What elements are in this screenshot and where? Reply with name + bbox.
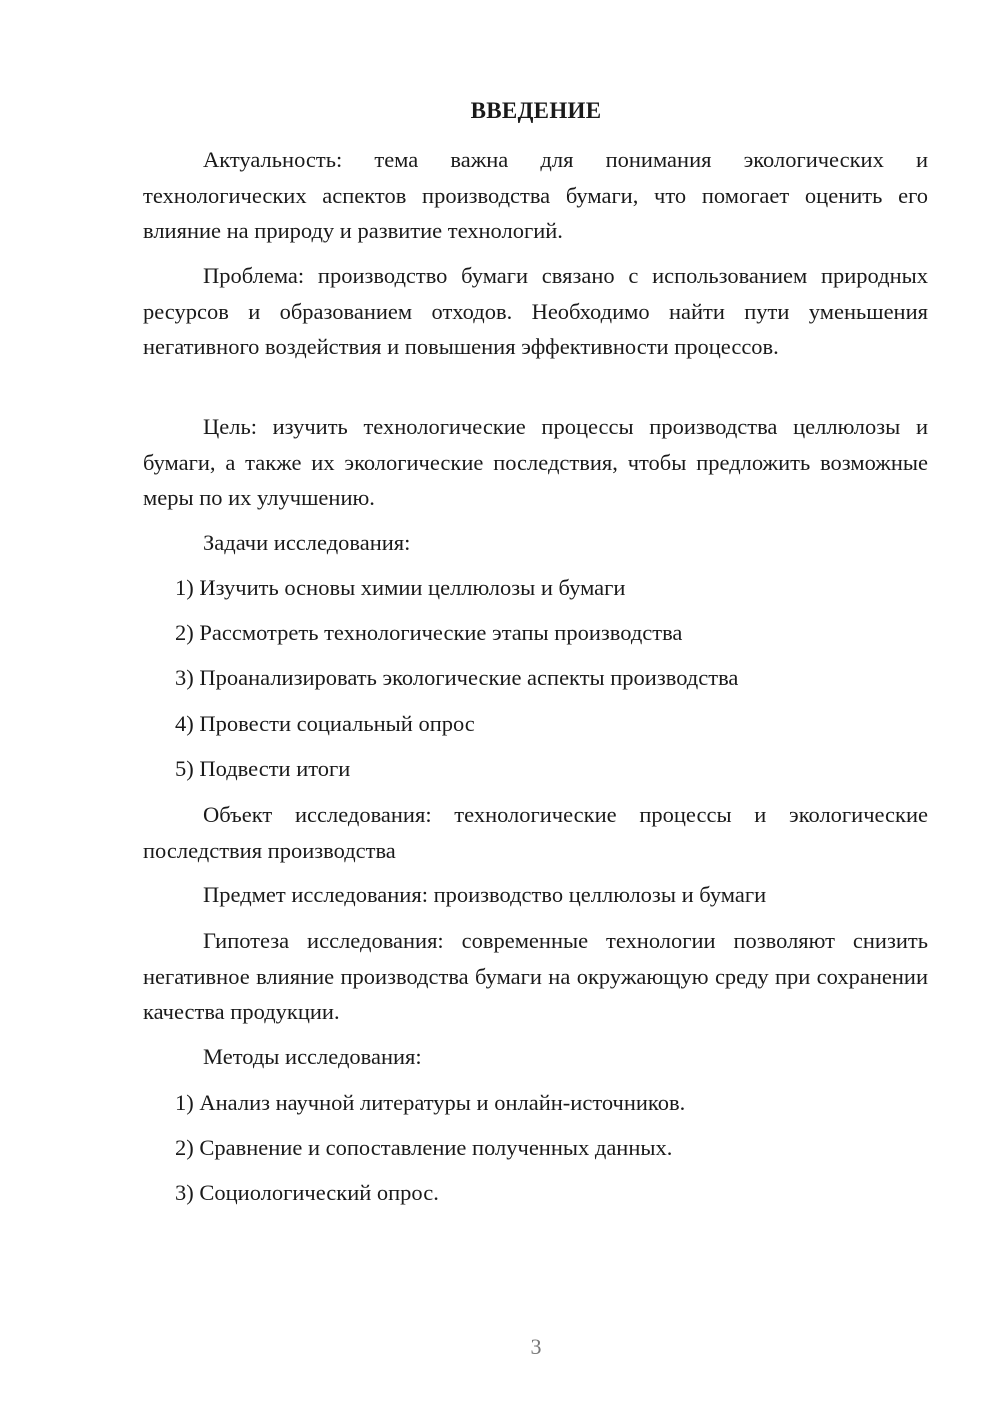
paragraph-hypothesis: Гипотеза исследования: современные технологии позволяют снизить негативное влияние производства бумаги на окружающую среду при сохранении качества продукции.	[143, 928, 928, 1024]
task-item-5: 5) Подвести итоги	[175, 756, 351, 781]
paragraph-goal: Цель: изучить технологические процессы производства целлюлозы и бумаги, а также их экологические последствия, чтобы предложить возможные меры по их улучшению.	[143, 414, 928, 510]
paragraph-problem: Проблема: производство бумаги связано с использованием природных ресурсов и образованием отходов. Необходимо найти пути уменьшения негативного воздействия и повышения эффективности процессов.	[143, 263, 928, 359]
task-item-2: 2) Рассмотреть технологические этапы производства	[175, 620, 683, 645]
section-heading: ВВЕДЕНИЕ	[470, 98, 602, 123]
tasks-intro: Задачи исследования:	[203, 530, 411, 555]
task-item-4: 4) Провести социальный опрос	[175, 711, 475, 736]
paragraph-subject: Предмет исследования: производство целлюлозы и бумаги	[203, 882, 767, 907]
task-item-1: 1) Изучить основы химии целлюлозы и бумаги	[175, 575, 626, 600]
page-number: 3	[530, 1334, 542, 1359]
paragraph-relevance: Актуальность: тема важна для понимания экологических и технологических аспектов производства бумаги, что помогает оценить его влияние на природу и развитие технологий.	[143, 147, 928, 243]
method-item-1: 1) Анализ научной литературы и онлайн-источников.	[175, 1090, 686, 1115]
method-item-3: 3) Социологический опрос.	[175, 1180, 439, 1205]
methods-intro: Методы исследования:	[203, 1044, 422, 1069]
task-item-3: 3) Проанализировать экологические аспекты производства	[175, 665, 739, 690]
method-item-2: 2) Сравнение и сопоставление полученных данных.	[175, 1135, 673, 1160]
paragraph-object: Объект исследования: технологические процессы и экологические последствия производства	[143, 802, 928, 863]
